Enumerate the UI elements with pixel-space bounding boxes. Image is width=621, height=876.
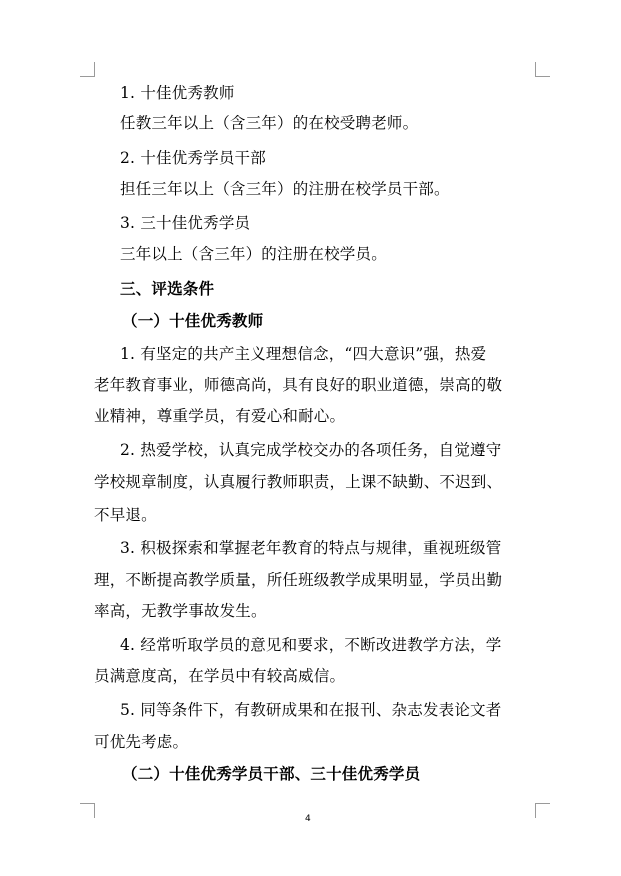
paragraph-line: 员满意度高，在学员中有较高威信。 bbox=[94, 667, 346, 685]
list-item-title: 2. 十佳优秀学员干部 bbox=[120, 149, 266, 167]
subsection-heading: （二）十佳优秀学员干部、三十佳优秀学员 bbox=[122, 765, 421, 783]
paragraph-line: 理，不断提高教学质量，所任班级教学成果明显，学员出勤 bbox=[94, 571, 503, 589]
paragraph-line: 率高，无教学事故发生。 bbox=[94, 602, 267, 620]
page-number: 4 bbox=[305, 814, 311, 824]
paragraph-line: 4. 经常听取学员的意见和要求，不断改进教学方法，学 bbox=[120, 636, 502, 654]
margin-corner-top-right bbox=[535, 62, 550, 77]
paragraph-line: 学校规章制度，认真履行教师职责，上课不缺勤、不迟到、 bbox=[94, 473, 503, 491]
paragraph-line: 3. 积极探索和掌握老年教育的特点与规律，重视班级管 bbox=[120, 539, 502, 557]
list-item-title: 3. 三十佳优秀学员 bbox=[120, 214, 251, 232]
paragraph-line: 可优先考虑。 bbox=[94, 733, 189, 751]
paragraph-line: 老年教育事业，师德高尚，具有良好的职业道德，崇高的敬 bbox=[94, 376, 503, 394]
subsection-heading: （一）十佳优秀教师 bbox=[122, 312, 264, 330]
margin-corner-top-left bbox=[80, 62, 95, 77]
list-item-title: 1. 十佳优秀教师 bbox=[120, 84, 235, 102]
paragraph-line: 1. 有坚定的共产主义理想信念，“四大意识”强，热爱 bbox=[120, 345, 487, 363]
paragraph-line: 业精神，尊重学员，有爱心和耐心。 bbox=[94, 407, 346, 425]
paragraph-line: 5. 同等条件下，有教研成果和在报刊、杂志发表论文者 bbox=[120, 701, 502, 719]
paragraph-line: 担任三年以上（含三年）的注册在校学员干部。 bbox=[120, 180, 450, 198]
paragraph-line: 不早退。 bbox=[94, 506, 157, 524]
section-heading: 三、评选条件 bbox=[120, 280, 215, 298]
margin-corner-bottom-left bbox=[80, 803, 95, 818]
margin-corner-bottom-right bbox=[535, 803, 550, 818]
paragraph-line: 2. 热爱学校，认真完成学校交办的各项任务，自觉遵守 bbox=[120, 441, 502, 459]
paragraph-line: 任教三年以上（含三年）的在校受聘老师。 bbox=[120, 114, 419, 132]
paragraph-line: 三年以上（含三年）的注册在校学员。 bbox=[120, 245, 387, 263]
